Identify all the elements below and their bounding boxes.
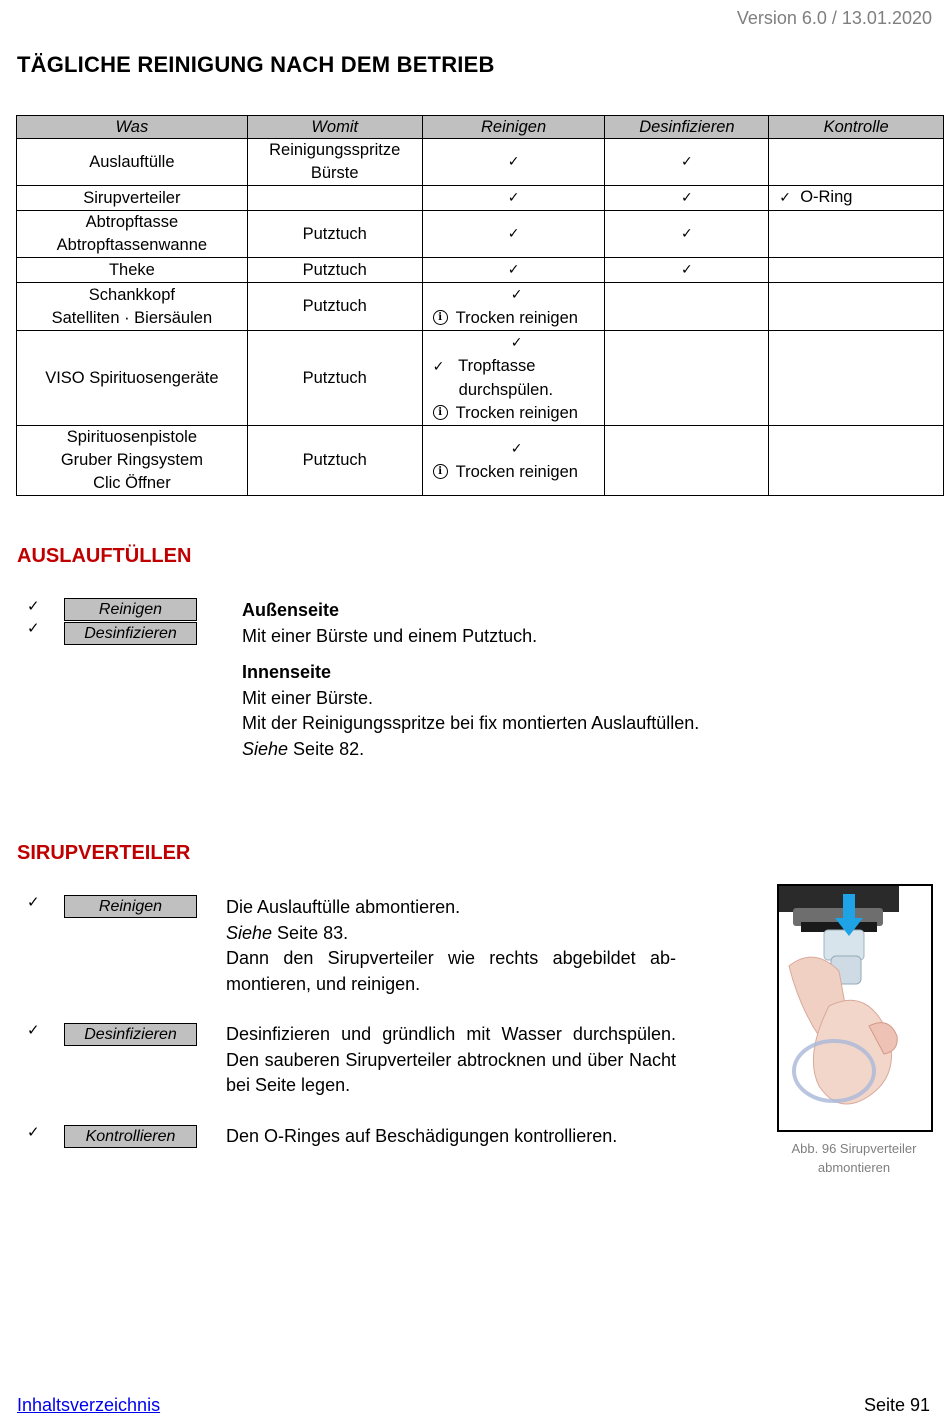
desinfizieren-paragraph: Desinfizieren und gründlich mit Wasser durchspülen. Den sauberen Sirupverteiler abtrocknen und über Nacht bei Seite legen. xyxy=(226,1024,676,1095)
aussenseite-text: Mit einer Bürste und einem Putztuch. xyxy=(242,625,538,646)
innenseite-line1: Mit einer Bürste. xyxy=(242,687,374,708)
reinigen-paragraph: Dann den Sirupverteiler wie rechts abgebildet ab-montieren, und reinigen. xyxy=(226,948,676,994)
cell-text: Trocken reinigen xyxy=(455,404,578,422)
label-desinfizieren: Desinfizieren xyxy=(64,622,197,645)
label-desinfizieren: Desinfizieren xyxy=(64,1023,197,1046)
check-icon: ✓ xyxy=(779,190,792,206)
cell-text: Gruber Ringsystem xyxy=(60,451,203,469)
cell-text: Putztuch xyxy=(302,224,367,243)
check-icon: ✓ xyxy=(432,359,445,375)
cell-desinfizieren xyxy=(605,186,769,211)
check-icon: ✓ xyxy=(681,190,693,206)
siehe-label: Siehe xyxy=(226,922,273,943)
page-title: TÄGLICHE REINIGUNG NACH DEM BETRIEB xyxy=(17,52,495,77)
cell-desinfizieren xyxy=(605,211,769,258)
cell-text: Putztuch xyxy=(302,368,367,387)
cell-womit xyxy=(247,426,422,496)
aussenseite-title: Außenseite xyxy=(242,600,340,620)
check-icon: ✓ xyxy=(681,154,693,170)
see-page-ref xyxy=(242,737,802,763)
table-row xyxy=(17,258,944,283)
page-ref: Seite 82. xyxy=(288,738,365,759)
cell-desinfizieren xyxy=(605,331,769,426)
cell-kontrolle xyxy=(769,186,944,211)
cell-reinigen xyxy=(422,139,605,186)
cell-text: O-Ring xyxy=(800,188,853,206)
page-ref: Seite 83. xyxy=(272,922,349,943)
figure-caption xyxy=(770,1139,938,1177)
cell-text: Putztuch xyxy=(302,297,367,315)
cell-desinfizieren xyxy=(605,426,769,496)
cell-text: Abtropftasse xyxy=(85,213,179,231)
check-icon: ✓ xyxy=(681,262,693,278)
cell-text: Reinigungsspritze xyxy=(269,141,401,159)
siehe-label: Siehe xyxy=(242,738,289,759)
cell-womit xyxy=(247,331,422,426)
version-label: Version 6.0 / 13.01.2020 xyxy=(736,8,932,28)
sirup-reinigen-text xyxy=(226,895,676,997)
cell-reinigen xyxy=(422,211,605,258)
cell-text: Putztuch xyxy=(302,451,367,469)
cell-text: durchspülen. xyxy=(458,381,554,399)
cell-reinigen xyxy=(422,258,605,283)
check-icon: ✓ xyxy=(507,226,520,242)
cell-womit xyxy=(247,139,422,186)
cell-womit xyxy=(247,258,422,283)
cell-womit xyxy=(247,186,422,211)
check-icon: ✓ xyxy=(507,154,520,170)
cell-text: VISO Spirituosengeräte xyxy=(45,368,219,387)
innenseite-title: Innenseite xyxy=(242,662,332,682)
check-icon: ✓ xyxy=(507,190,520,206)
table-row xyxy=(17,139,944,186)
cell-text: Trocken reinigen xyxy=(455,309,578,327)
table-row xyxy=(17,186,944,211)
cell-text: Schankkopf xyxy=(88,285,175,304)
cell-text: Clic Öffner xyxy=(93,474,171,492)
check-icon: ✓ xyxy=(27,1021,40,1039)
table-header-row xyxy=(17,116,944,139)
table-of-contents-link[interactable]: Inhaltsverzeichnis xyxy=(17,1395,161,1415)
check-icon: ✓ xyxy=(27,893,40,911)
label-reinigen: Reinigen xyxy=(64,895,197,918)
section-heading-sirupverteiler: SIRUPVERTEILER xyxy=(17,842,191,864)
reinigen-line: Die Auslauftülle abmontieren. xyxy=(226,897,461,917)
cell-reinigen xyxy=(422,331,605,426)
info-icon: i xyxy=(433,464,448,479)
cell-kontrolle xyxy=(769,139,944,186)
section-heading-auslauftuellen: AUSLAUFTÜLLEN xyxy=(17,545,192,567)
cell-was xyxy=(17,139,248,186)
cell-desinfizieren xyxy=(605,283,769,331)
check-icon: ✓ xyxy=(27,619,40,637)
cell-text: Abtropftassenwanne xyxy=(56,236,208,254)
label-kontrollieren: Kontrollieren xyxy=(64,1125,197,1148)
check-icon: ✓ xyxy=(507,262,520,278)
table-row xyxy=(17,426,944,496)
cell-was xyxy=(17,426,248,496)
cell-kontrolle xyxy=(769,211,944,258)
sirupverteiler-illustration xyxy=(779,886,931,1130)
info-icon: i xyxy=(433,310,448,325)
cell-was xyxy=(17,283,248,331)
cell-text: Tropftasse xyxy=(458,357,536,375)
cell-reinigen xyxy=(422,283,605,331)
auslauf-text-block xyxy=(242,598,802,762)
check-icon: ✓ xyxy=(27,597,40,615)
col-header-desinfizieren: Desinfizieren xyxy=(605,116,769,139)
cell-text: Satelliten · Biersäulen xyxy=(51,308,213,327)
cell-reinigen xyxy=(422,426,605,496)
cell-was xyxy=(17,331,248,426)
table-row xyxy=(17,283,944,331)
check-icon: ✓ xyxy=(510,287,523,303)
innenseite-line2: Mit der Reinigungsspritze bei fix montierten Auslauftüllen. xyxy=(242,713,700,733)
cell-kontrolle xyxy=(769,426,944,496)
col-header-kontrolle: Kontrolle xyxy=(769,116,944,139)
cell-text: Spirituosenpistole xyxy=(66,428,197,446)
cell-text: Auslauftülle xyxy=(89,152,175,171)
check-icon: ✓ xyxy=(510,441,523,457)
cell-text: Bürste xyxy=(310,164,359,182)
cell-kontrolle xyxy=(769,258,944,283)
cell-womit xyxy=(247,283,422,331)
check-icon: ✓ xyxy=(510,335,523,351)
cell-womit xyxy=(247,211,422,258)
label-reinigen: Reinigen xyxy=(64,598,197,621)
check-icon: ✓ xyxy=(681,226,693,242)
cell-reinigen xyxy=(422,186,605,211)
sirupverteiler-photo xyxy=(777,884,933,1132)
cell-kontrolle xyxy=(769,283,944,331)
caption-line: abmontieren xyxy=(817,1160,891,1175)
table-row xyxy=(17,211,944,258)
cell-was xyxy=(17,258,248,283)
page-number: Seite 91 xyxy=(863,1395,930,1415)
cell-kontrolle xyxy=(769,331,944,426)
info-icon: i xyxy=(433,405,448,420)
cell-text: Trocken reinigen xyxy=(455,463,578,481)
cell-desinfizieren xyxy=(605,258,769,283)
cleaning-table xyxy=(16,115,944,496)
kontrollieren-text: Den O-Ringes auf Beschädigungen kontrollieren. xyxy=(226,1126,618,1146)
table-row xyxy=(17,331,944,426)
col-header-was: Was xyxy=(17,116,248,139)
col-header-womit: Womit xyxy=(247,116,422,139)
cell-was xyxy=(17,186,248,211)
cell-text: Putztuch xyxy=(302,260,367,279)
check-icon: ✓ xyxy=(27,1123,40,1141)
col-header-reinigen: Reinigen xyxy=(422,116,605,139)
cell-text: Theke xyxy=(108,260,155,279)
caption-line: Abb. 96 Sirupverteiler xyxy=(791,1141,917,1156)
cell-text: Sirupverteiler xyxy=(83,188,181,207)
cell-desinfizieren xyxy=(605,139,769,186)
cell-was xyxy=(17,211,248,258)
see-page-ref xyxy=(226,921,676,947)
